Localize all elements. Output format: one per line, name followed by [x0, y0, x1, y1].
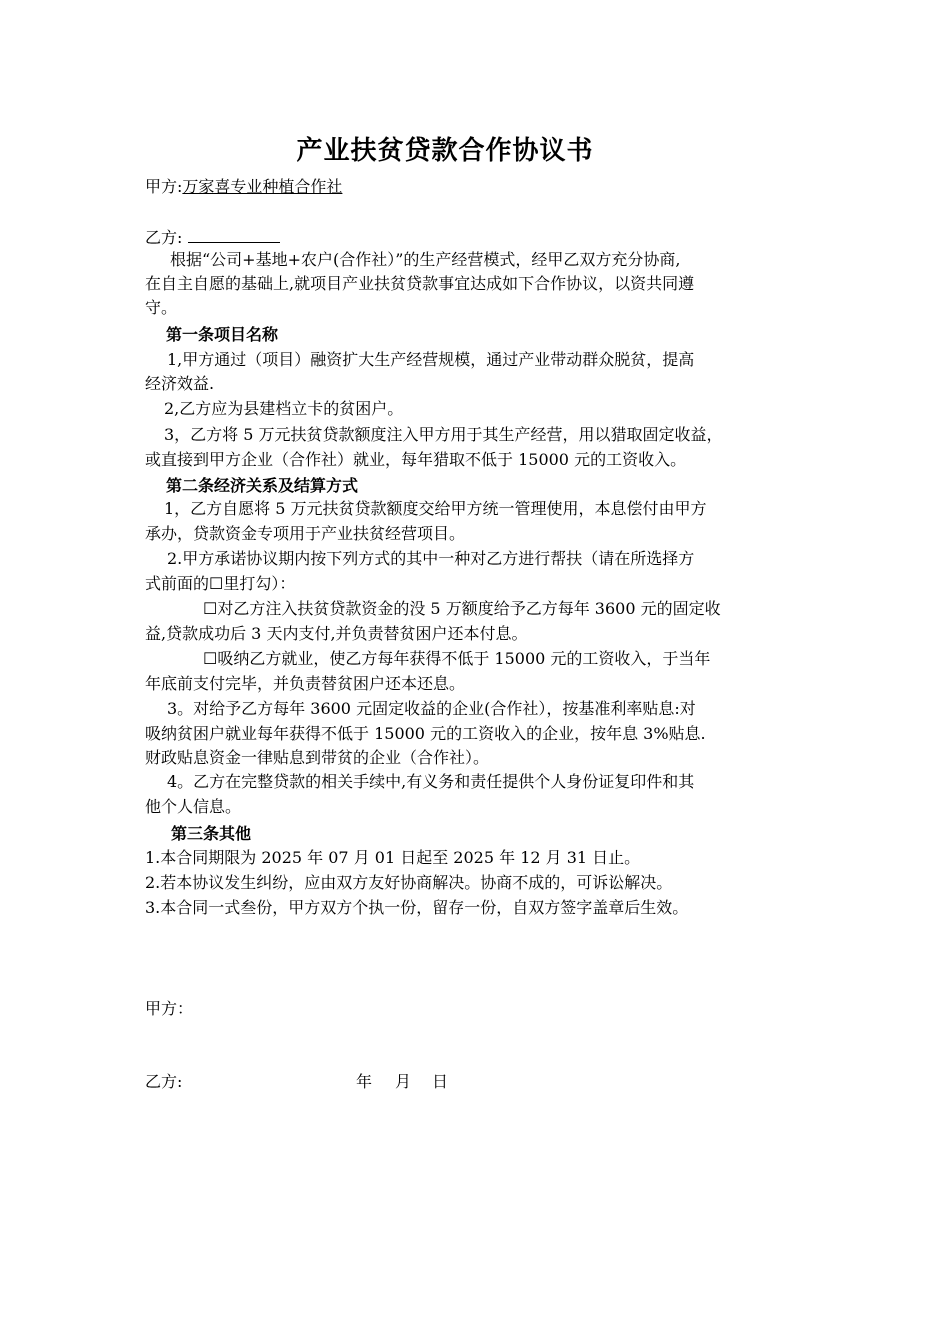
clause-2-3-line-1: 3。对给予乙方每年 3600 元固定收益的企业(合作社），按基准利率贴息:对 [167, 699, 696, 718]
clause-1-3-line-1: 3，乙方将 5 万元扶贫贷款额度注入甲方用于其生产经营，用以猎取固定收益， [164, 425, 723, 444]
intro-line-1: 根据“公司+基地+农户(合作社）”的生产经营模式，经甲乙双方充分协商, [170, 250, 681, 269]
document-title: 产业扶贫贷款合作协议书 [296, 136, 594, 166]
date-year: 年 [356, 1072, 373, 1091]
option-1-line-2: 益,贷款成功后 3 天内支付,并负责替贫困户还本付息。 [145, 624, 528, 643]
clause-1-2: 2,乙方应为县建档立卡的贫困户。 [164, 399, 404, 418]
article-2-heading: 第二条经济关系及结算方式 [166, 476, 359, 495]
clause-2-3-line-3: 财政贴息资金一律贴息到带贫的企业（合作社）。 [145, 748, 490, 767]
clause-1-1-line-2: 经济效益. [145, 374, 215, 393]
intro-line-2: 在自主自愿的基础上,就项目产业扶贫贷款事宜达成如下合作协议，以资共同遵 [145, 274, 695, 293]
signature-party-a: 甲方： [145, 999, 194, 1018]
clause-2-4-line-1: 4。乙方在完整贷款的相关手续中,有义务和责任提供个人身份证复印件和其 [167, 772, 695, 791]
party-b-line [145, 226, 280, 249]
party-a-line [145, 176, 342, 198]
clause-3-3: 3.本合同一式叁份，甲方双方个执一份，留存一份，自双方签字盖章后生效。 [145, 898, 689, 917]
clause-2-2-line-1: 2.甲方承诺协议期内按下列方式的其中一种对乙方进行帮扶（请在所选择方 [167, 549, 695, 568]
party-a-label: 甲方: [145, 177, 183, 196]
clause-3-2: 2.若本协议发生纠纷，应由双方友好协商解决。协商不成的，可诉讼解决。 [145, 873, 673, 892]
option-1-line-1: ☐对乙方注入扶贫贷款资金的没 5 万额度给予乙方每年 3600 元的固定收 [203, 599, 721, 618]
signature-party-b: 乙方: [145, 1072, 183, 1091]
clause-2-1-line-2: 承办，贷款资金专项用于产业扶贫经营项目。 [145, 524, 466, 543]
option-2-line-2: 年底前支付完毕，并负责替贫困户还本还息。 [145, 674, 466, 693]
option-2-line-1: ☐吸纳乙方就业，使乙方每年获得不低于 15000 元的工资收入，于当年 [203, 649, 711, 668]
party-b-label: 乙方: [145, 228, 183, 247]
clause-1-1-line-1: 1,甲方通过（项目）融资扩大生产经营规模，通过产业带动群众脱贫，提高 [167, 350, 695, 369]
date-month: 月 [395, 1072, 412, 1091]
clause-2-3-line-2: 吸纳贫困户就业每年获得不低于 15000 元的工资收入的企业，按年息 3%贴息. [145, 724, 706, 743]
clause-3-1: 1.本合同期限为 2025 年 07 月 01 日起至 2025 年 12 月 31 日止。 [145, 848, 641, 867]
intro-line-3: 守。 [145, 298, 178, 317]
clause-2-2-line-2: 式前面的☐里打勾）： [145, 574, 296, 593]
date-day: 日 [432, 1072, 449, 1091]
party-b-blank [188, 226, 280, 243]
party-a-name: 万家喜专业种植合作社 [182, 177, 343, 196]
article-1-heading: 第一条项目名称 [166, 325, 279, 344]
clause-2-4-line-2: 他个人信息。 [145, 797, 242, 816]
clause-2-1-line-1: 1，乙方自愿将 5 万元扶贫贷款额度交给甲方统一管理使用，本息偿付由甲方 [164, 499, 707, 518]
article-3-heading: 第三条其他 [171, 824, 252, 843]
clause-1-3-line-2: 或直接到甲方企业（合作社）就业，每年猎取不低于 15000 元的工资收入。 [145, 450, 687, 469]
